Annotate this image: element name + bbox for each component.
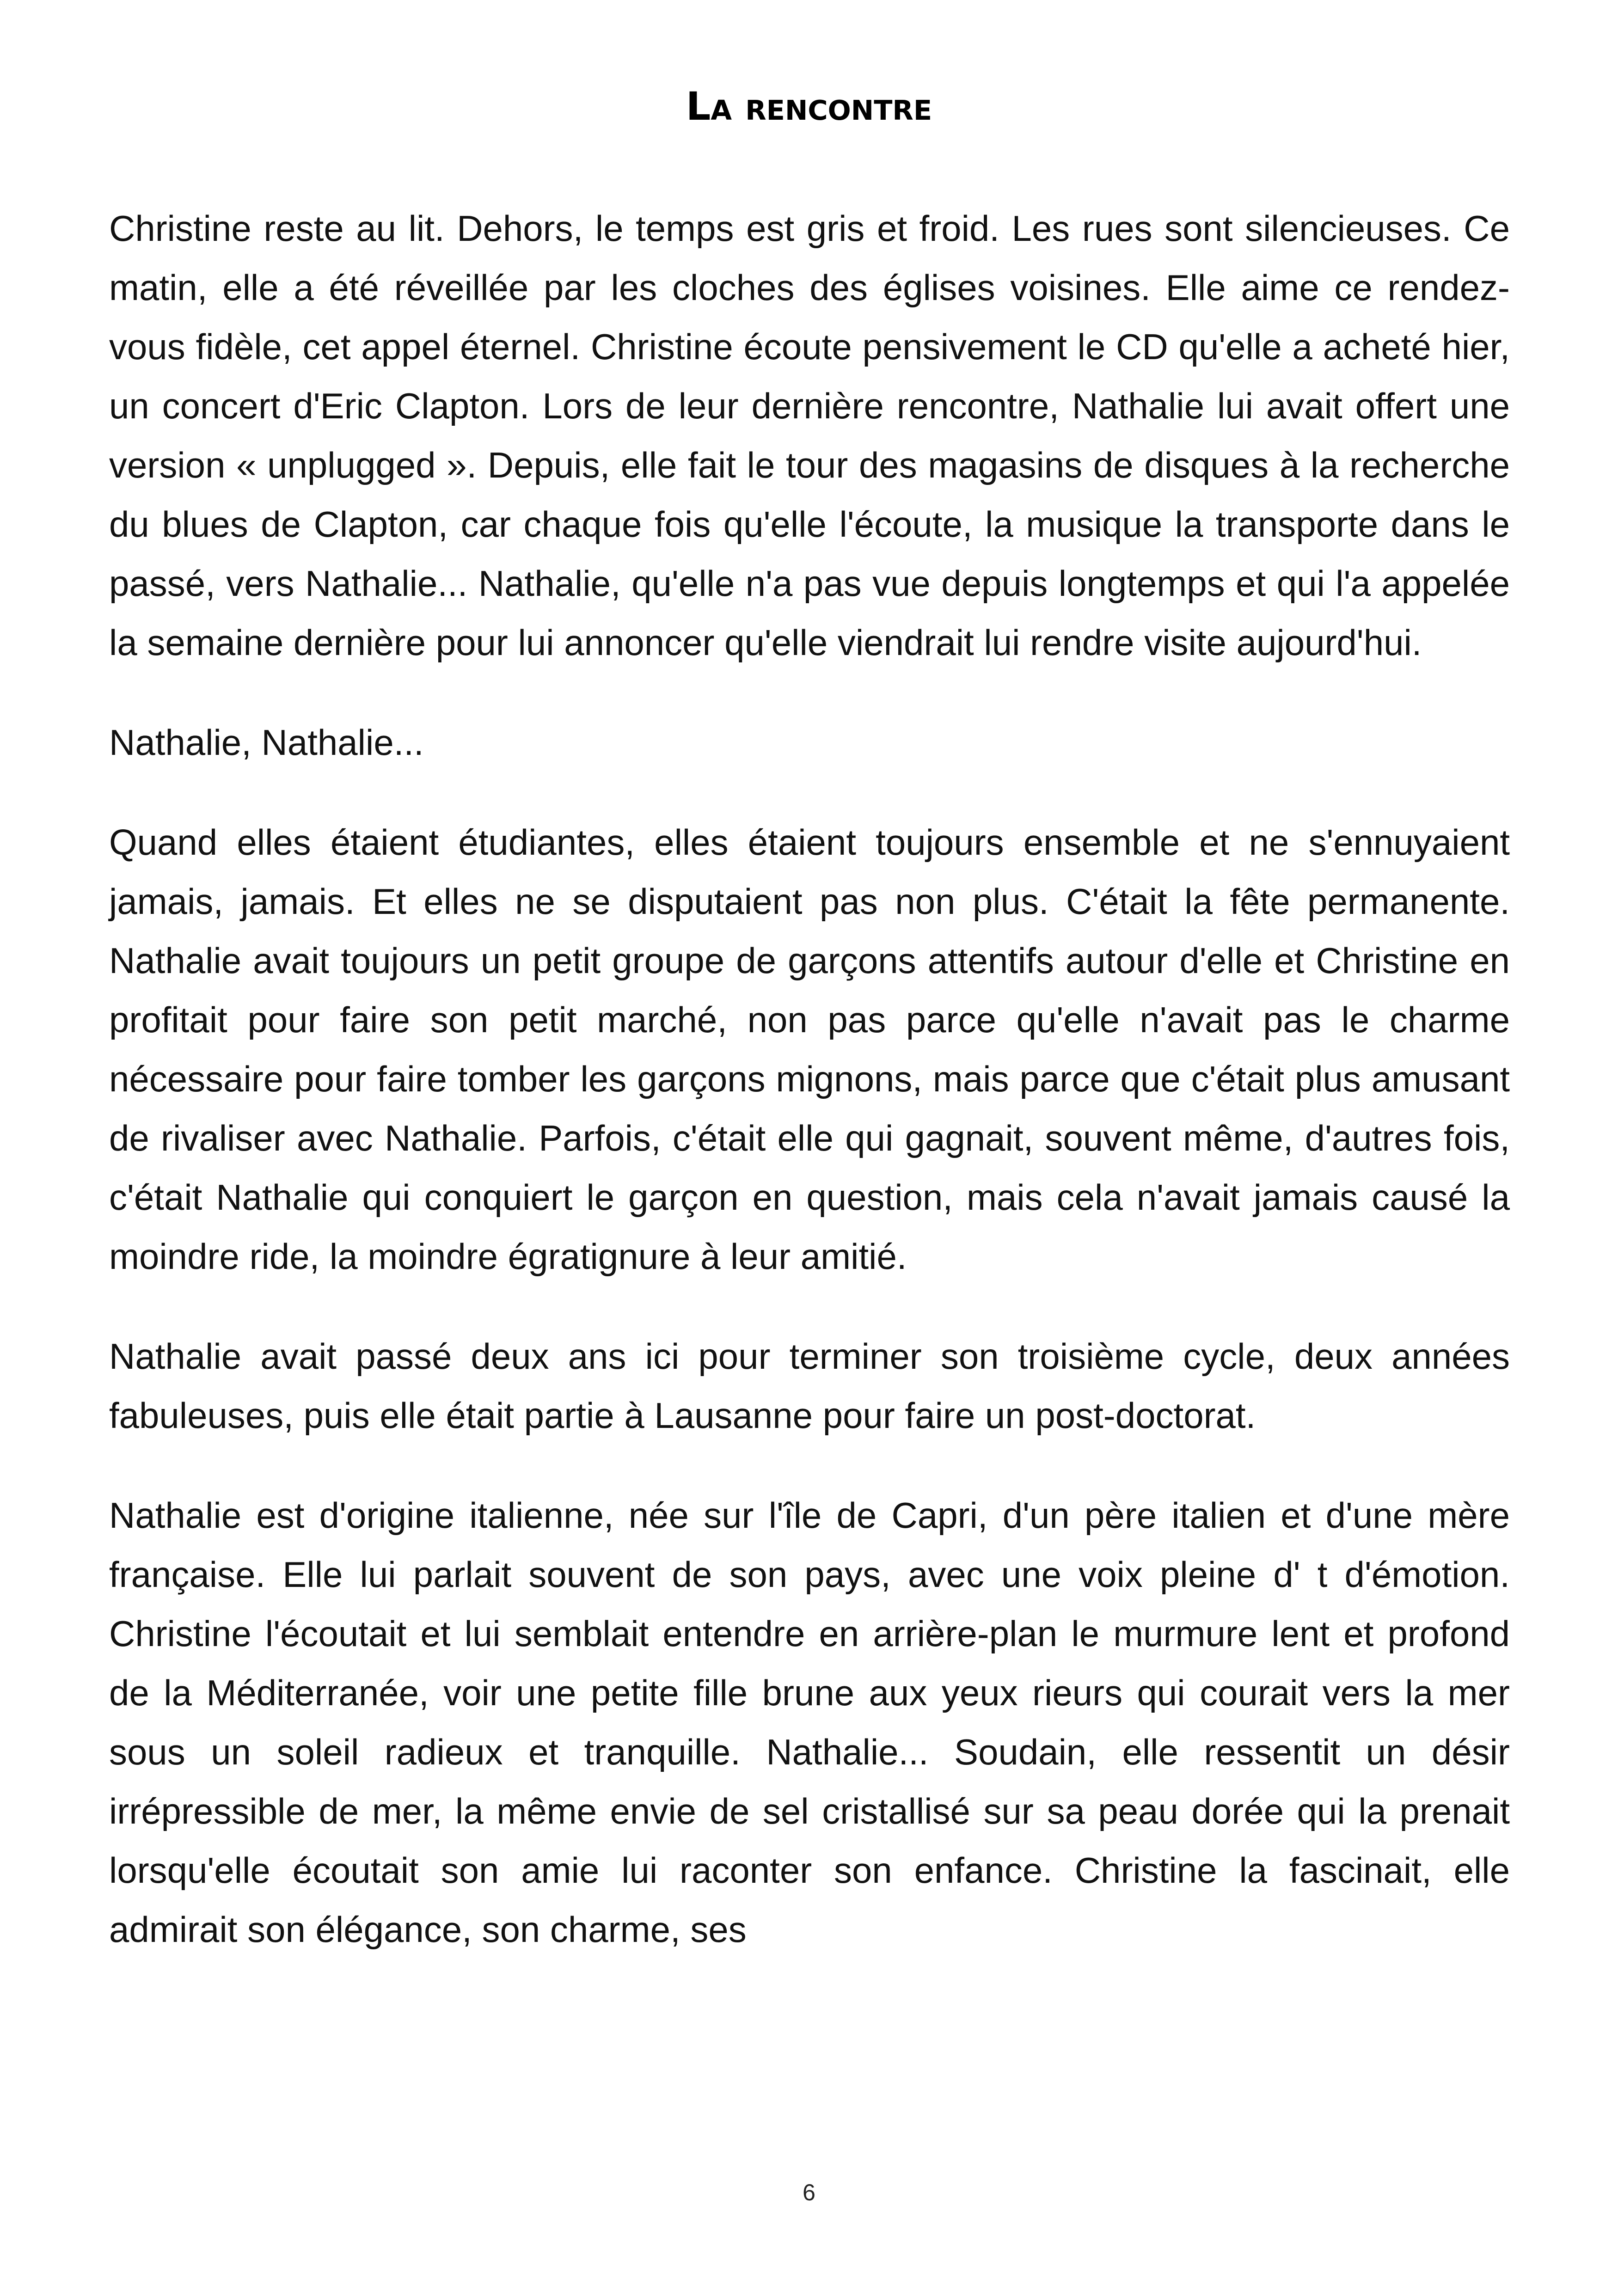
page-number: 6 (803, 2180, 815, 2205)
paragraph-1: Christine reste au lit. Dehors, le temps est gris et froid. Les rues sont silencieuses. Ce matin, elle a été réveillée par les cloches des églises voisines. Elle aime ce rendez-vous fidèle, cet appel éternel. Christine écoute pensivement le CD qu'elle a acheté hier, un concert d'Eric Clapton. Lors de leur dernière rencontre, Nathalie lui avait offert une version « unplugged ». Depuis, elle fait le tour des magasins de disques à la recherche du blues de Clapton, car chaque fois qu'elle l'écoute, la musique la transporte dans le passé, vers Nathalie... Nathalie, qu'elle n'a pas vue depuis longtemps et qui l'a appelée la semaine dernière pour lui annoncer qu'elle viendrait lui rendre visite aujourd'hui. (109, 208, 1510, 663)
paragraph-2: Nathalie, Nathalie... (109, 722, 424, 763)
paragraph-4: Nathalie avait passé deux ans ici pour terminer son troisième cycle, deux années fabuleuses, puis elle était partie à Lausanne pour faire un post-doctorat. (109, 1336, 1510, 1436)
paragraph-5: Nathalie est d'origine italienne, née sur l'île de Capri, d'un père italien et d'une mère française. Elle lui parlait souvent de son pays, avec une voix pleine d' t d'émotion. Christine l'écoutait et lui semblait entendre en arrière-plan le murmure lent et profond de la Méditerranée, voir une petite fille brune aux yeux rieurs qui courait vers la mer sous un soleil radieux et tranquille. Nathalie... Soudain, elle ressentit un désir irrépressible de mer, la même envie de sel cristallisé sur sa peau dorée qui la prenait lorsqu'elle écoutait son amie lui raconter son enfance. Christine la fascinait, elle admirait son élégance, son charme, ses (109, 1495, 1510, 1950)
paragraph-3: Quand elles étaient étudiantes, elles étaient toujours ensemble et ne s'ennuyaient jamais, jamais. Et elles ne se disputaient pas non plus. C'était la fête permanente. Nathalie avait toujours un petit groupe de garçons attentifs autour d'elle et Christine en profitait pour faire son petit marché, non pas parce qu'elle n'avait pas le charme nécessaire pour faire tomber les garçons mignons, mais parce que c'était plus amusant de rivaliser avec Nathalie. Parfois, c'était elle qui gagnait, souvent même, d'autres fois, c'était Nathalie qui conquiert le garçon en question, mais cela n'avait jamais causé la moindre ride, la moindre égratignure à leur amitié. (109, 822, 1510, 1277)
body-text (109, 199, 1510, 1959)
chapter-title: La rencontre (686, 84, 932, 129)
